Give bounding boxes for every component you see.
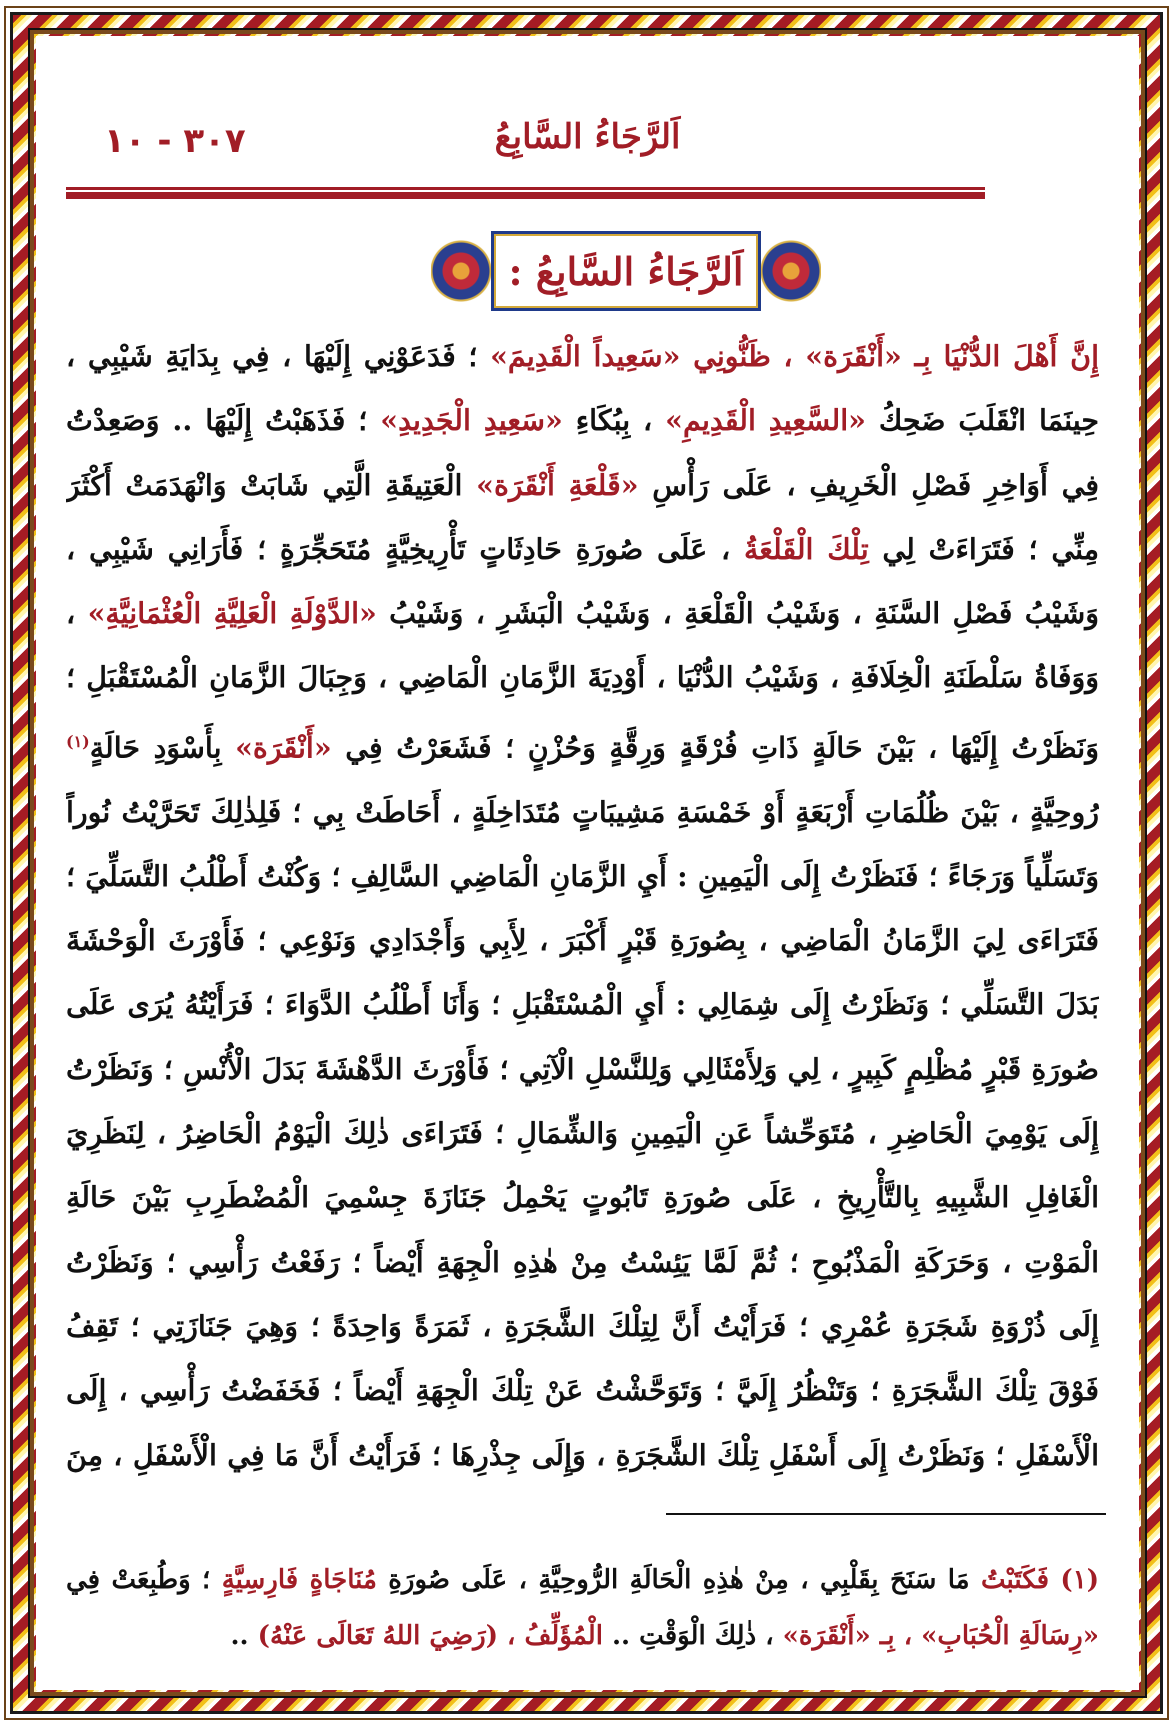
text-segment: ؛ وَطُبِعَتْ فِي xyxy=(66,1565,222,1595)
text-segment: فِي أَوَاخِرِ فَصْلِ الْخَرِيفِ ، عَلَى رَأْسِ xyxy=(638,467,1099,502)
text-line xyxy=(66,453,1099,517)
text-line xyxy=(66,1101,1099,1165)
text-segment: ؛ فَذَهَبْتُ إِلَيْهَا .. وَصَعِدْتُ xyxy=(66,403,381,438)
section-title: اَلرَّجَاءُ السَّابِعُ : xyxy=(508,248,744,294)
footnote-ref: (١) xyxy=(66,731,90,751)
highlighted-text: «أَنْقَرَة» xyxy=(235,730,332,765)
section-title-cartouche xyxy=(431,226,821,316)
page-header xyxy=(66,117,1109,171)
text-line xyxy=(66,1165,1099,1229)
text-line xyxy=(66,1358,1099,1422)
ornament-right-icon xyxy=(761,228,821,314)
page-number: ٣٠٧ - ١٠ xyxy=(104,121,246,161)
text-line xyxy=(66,517,1099,581)
text-segment: وَوَفَاةُ سَلْطَنَةِ الْخِلَافَةِ ، وَشَيْبُ الدُّنْيَا ، أَوْدِيَةَ الزَّمَانِ الْمَاضِي ، وَجِبَالَ الزَّمَانِ الْمُسْتَقْبَلِ ؛ xyxy=(66,660,1099,695)
highlighted-text: الْمُؤَلِّفُ ، (رَضِيَ اللهُ تَعَالَى عَنْهُ) xyxy=(257,1621,603,1651)
footnote xyxy=(66,1552,1099,1664)
text-line xyxy=(66,780,1099,844)
highlighted-text: «الدَّوْلَةِ الْعَلِيَّةِ الْعُثْمَانِيَّةِ» xyxy=(87,596,377,631)
text-segment: وَنَظَرْتُ إِلَيْهَا ، بَيْنَ حَالَةٍ ذَاتِ فُرْقَةٍ وَرِقَّةٍ وَحُزْنٍ ؛ فَشَعَرْتُ فِي xyxy=(331,730,1099,765)
text-line xyxy=(66,908,1099,972)
highlighted-text: تِلْكَ الْقَلْعَةُ xyxy=(743,531,869,566)
text-segment: الْأَسْفَلِ ؛ وَنَظَرْتُ إِلَى أَسْفَلِ تِلْكَ الشَّجَرَةِ ، وَإِلَى جِذْرِهَا ؛ فَرَأَيْتُ أَنَّ مَا فِي الْأَسْفَلِ ، مِنَ xyxy=(66,1437,1099,1472)
highlighted-text: «قَلْعَةِ أَنْقَرَة» xyxy=(476,467,639,502)
text-line xyxy=(66,844,1099,908)
highlighted-text: مُنَاجَاةٍ فَارِسِيَّةٍ xyxy=(221,1565,377,1595)
text-segment: ، xyxy=(66,596,88,631)
text-line xyxy=(66,1037,1099,1101)
text-line xyxy=(66,1230,1099,1294)
text-segment: وَشَيْبُ فَصْلِ السَّنَةِ ، وَشَيْبُ الْقَلْعَةِ ، وَشَيْبُ الْبَشَرِ ، وَشَيْبُ xyxy=(376,596,1099,631)
text-line xyxy=(66,324,1099,388)
text-segment: مِنِّي ؛ فَتَرَاءَتْ لِي xyxy=(868,531,1099,566)
text-segment: فَوْقَ تِلْكَ الشَّجَرَةِ ؛ وَتَنْظُرُ إِلَيَّ ؛ وَتَوَحَّشْتُ عَنْ تِلْكَ الْجِهَةِ أَيْضاً ؛ فَخَفَضْتُ رَأْسِي ، إِلَى xyxy=(66,1373,1099,1408)
text-line xyxy=(66,645,1099,709)
text-line xyxy=(66,1552,1099,1608)
text-segment: الْغَافِلِ الشَّبِيهِ بِالتَّأْرِيخِ ، عَلَى صُورَةِ تَابُوتٍ يَحْمِلُ جَنَازَةَ جِسْمِيَ الْمُضْطَرِبِ بَيْنَ حَالَةِ xyxy=(66,1180,1099,1215)
text-segment: .. xyxy=(230,1621,258,1651)
text-segment: ، عَلَى صُورَةِ حَادِثَاتٍ تَأْرِيخِيَّةٍ مُتَحَجِّرَةٍ ؛ فَأَرَانِي شَيْبِي ، xyxy=(66,531,744,566)
text-segment: ، بِبُكَاءِ xyxy=(562,403,666,438)
text-segment: ؛ فَدَعَوْنِي إِلَيْهَا ، فِي بِدَايَةِ شَيْبِي ، xyxy=(66,339,491,373)
highlighted-text: (١) فَكَتَبْتُ xyxy=(981,1565,1099,1595)
text-segment: وَتَسَلِّياً وَرَجَاءً ؛ فَنَظَرْتُ إِلَى الْيَمِينِ : أَيِ الزَّمَانِ الْمَاضِي السَّالِفِ ؛ وَكُنْتُ أَطْلُبُ التَّسَلِّيَ ؛ xyxy=(66,858,1099,893)
highlighted-text: إِنَّ أَهْلَ الدُّنْيَا بِـ «أَنْقَرَة» ، ظَنُّونِي «سَعِيداً الْقَدِيمَ» xyxy=(490,339,1099,373)
text-segment: إِلَى ذُرْوَةِ شَجَرَةِ عُمْرِي ؛ فَرَأَيْتُ أَنَّ لِتِلْكَ الشَّجَرَةِ ، ثَمَرَةً وَاحِدَةً ؛ وَهِيَ جَنَازَتِي ؛ تَقِفُ xyxy=(66,1308,1099,1343)
text-segment: حِينَمَا انْقَلَبَ ضَحِكُ xyxy=(865,403,1099,438)
text-segment: الْمَوْتِ ، وَحَرَكَةِ الْمَذْبُوحِ ؛ ثُمَّ لَمَّا يَئِسْتُ مِنْ هٰذِهِ الْجِهَةِ أَيْضاً ؛ رَفَعْتُ رَأْسِي ؛ وَنَظَرْتُ xyxy=(66,1244,1099,1279)
text-segment: مَا سَنَحَ بِقَلْبِي ، مِنْ هٰذِهِ الْحَالَةِ الرُّوحِيَّةِ ، عَلَى صُورَةِ xyxy=(376,1565,981,1595)
text-line xyxy=(66,1608,1099,1664)
text-segment: فَتَرَاءَى لِيَ الزَّمَانُ الْمَاضِي ، بِصُورَةِ قَبْرٍ أَكْبَرَ ، لِأَبِي وَأَجْدَادِي وَنَوْعِي ؛ فَأَوْرَثَ الْوَحْشَةَ xyxy=(66,923,1099,958)
book-page xyxy=(36,36,1139,1690)
body-paragraph xyxy=(66,324,1099,1487)
footnote-separator xyxy=(666,1513,1106,1515)
highlighted-text: «رِسَالَةِ الْحُبَابِ» ، بِـ «أَنْقَرَة» xyxy=(782,1621,1099,1651)
text-line xyxy=(66,972,1099,1036)
text-segment: رُوحِيَّةٍ ، بَيْنَ ظُلُمَاتِ أَرْبَعَةٍ أَوْ خَمْسَةِ مَشِيبَاتٍ مُتَدَاخِلَةٍ ، أَحَاطَتْ بِي ؛ فَلِذٰلِكَ تَحَرَّيْتُ نُوراً xyxy=(66,794,1099,829)
text-line xyxy=(66,581,1099,645)
text-segment: صُورَةِ قَبْرٍ مُظْلِمٍ كَبِيرٍ ، لِي وَلِأَمْثَالِي وَلِلنَّسْلِ الْآتِي ؛ فَأَوْرَثَ الدَّهْشَةَ بَدَلَ الْأُنْسِ ؛ وَنَظَرْتُ xyxy=(66,1051,1099,1086)
text-line xyxy=(66,710,1099,780)
text-line xyxy=(66,388,1099,452)
header-rule-thick xyxy=(66,192,985,199)
text-line xyxy=(66,1423,1099,1487)
text-segment: إِلَى يَوْمِيَ الْحَاضِرِ ، مُتَوَحِّشاً عَنِ الْيَمِينِ وَالشِّمَالِ ؛ فَتَرَاءَى ذٰلِكَ الْيَوْمُ الْحَاضِرُ ، لِنَظَرِيَ xyxy=(66,1116,1099,1151)
text-segment: الْعَتِيقَةِ الَّتِي شَابَتْ وَانْهَدَمَتْ أَكْثَرَ xyxy=(66,467,477,502)
header-rule-thin xyxy=(66,187,985,190)
text-line xyxy=(66,1294,1099,1358)
ornament-left-icon xyxy=(431,228,491,314)
running-title: اَلرَّجَاءُ السَّابِعُ xyxy=(494,117,681,157)
section-title-frame xyxy=(491,231,761,311)
text-segment: ، ذٰلِكَ الْوَقْتِ .. xyxy=(602,1621,783,1651)
highlighted-text: «السَّعِيدِ الْقَدِيمِ» xyxy=(665,403,866,438)
text-segment: بِأَسْوَدِ حَالَةٍ xyxy=(89,730,236,765)
highlighted-text: «سَعِيدِ الْجَدِيدِ» xyxy=(380,403,563,438)
text-segment: بَدَلَ التَّسَلِّي ؛ وَنَظَرْتُ إِلَى شِمَالِي : أَيِ الْمُسْتَقْبَلِ ؛ وَأَنَا أَطْلُبُ الدَّوَاءَ ؛ فَرَأَيْتُهُ يُرَى عَلَى xyxy=(66,987,1099,1022)
